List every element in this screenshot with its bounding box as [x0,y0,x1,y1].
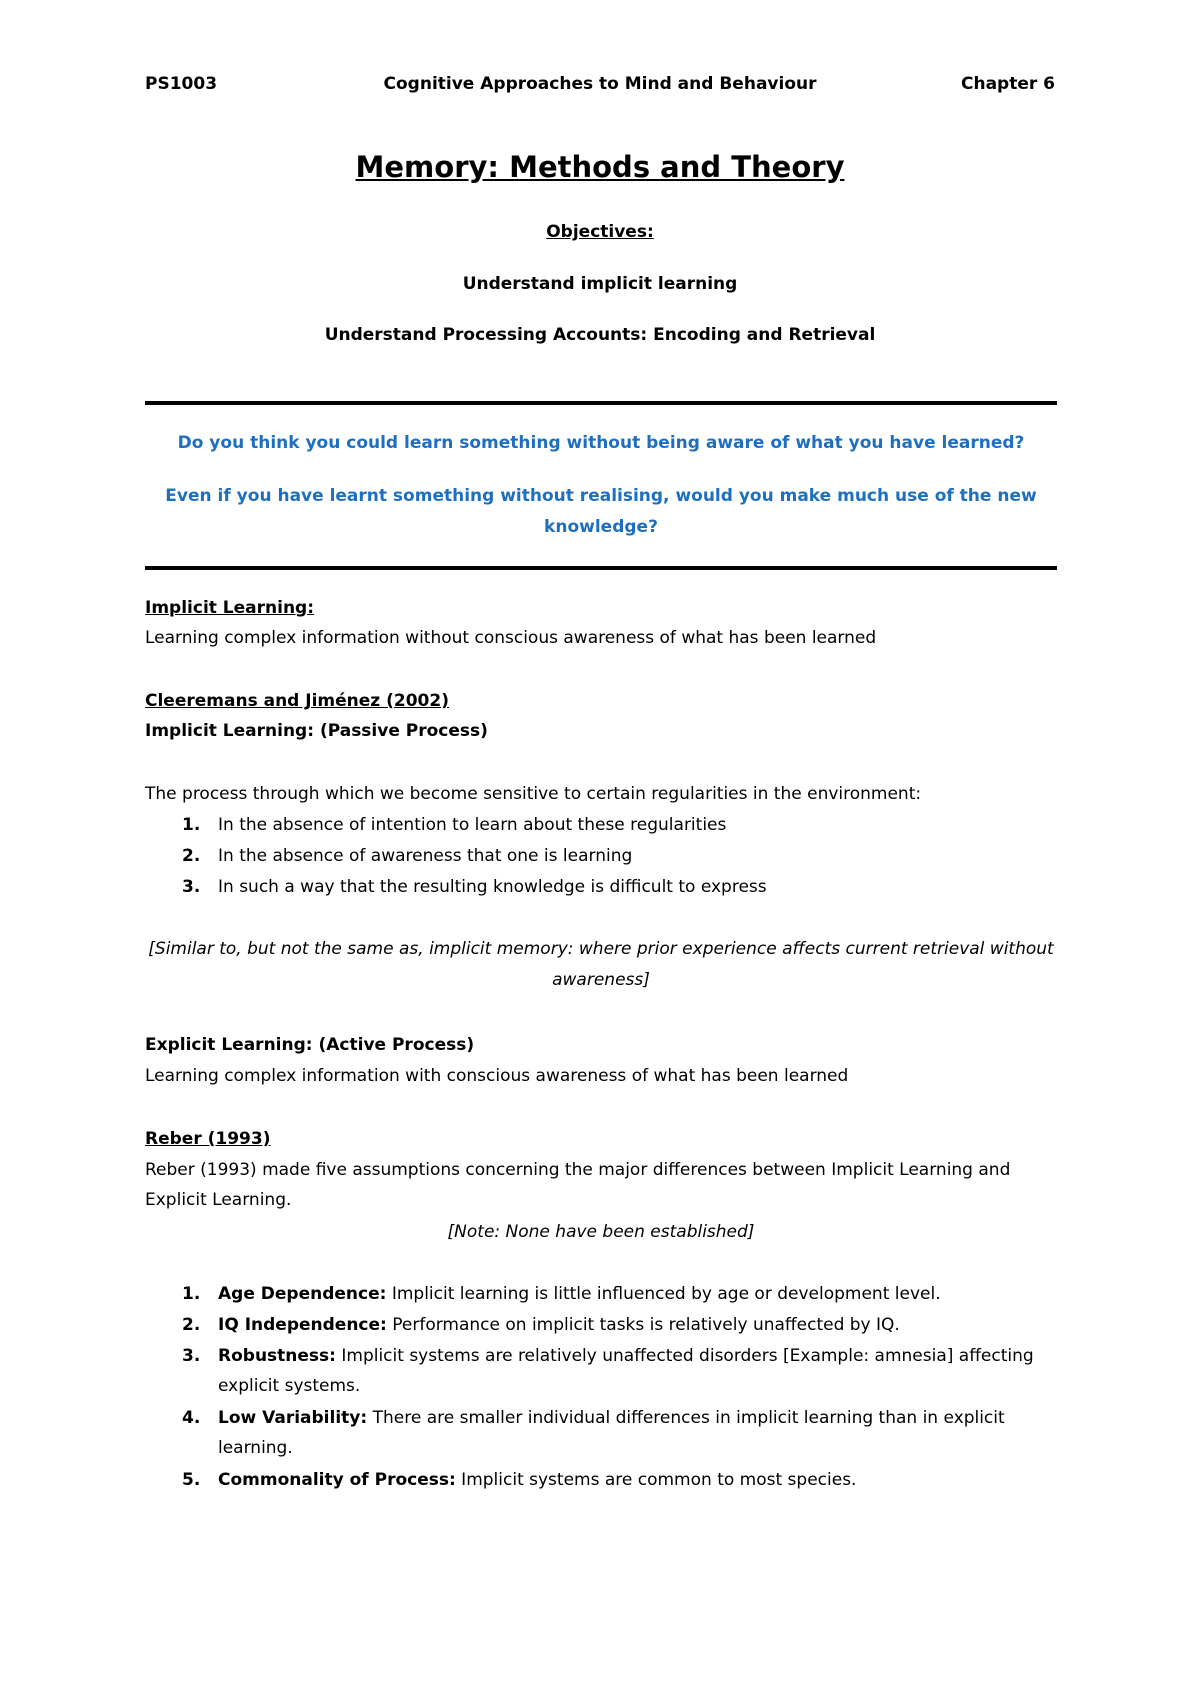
reber-citation: Reber (1993) [145,1129,271,1149]
divider [145,401,1057,405]
explicit-definition: Learning complex information with conscious awareness of what has been learned [145,1066,849,1086]
list-term: Robustness: [218,1346,336,1366]
list-number: 2. [182,846,201,866]
list-number: 5. [182,1470,201,1490]
list-text: In the absence of awareness that one is learning [218,846,633,866]
list-text: Implicit systems are common to most species. [455,1470,857,1490]
explicit-heading: Explicit Learning: (Active Process) [145,1035,475,1055]
course-code: PS1003 [145,74,218,94]
list-number: 3. [182,1346,201,1366]
list-text: There are smaller individual differences in implicit learning than in explicit learning. [218,1408,1005,1458]
question-1: Do you think you could learn something without being aware of what you have learned? [177,433,1025,453]
list-term: Low Variability: [218,1408,368,1428]
question-2: Even if you have learnt something without realising, would you make much use of the new knowledge? [165,486,1037,537]
list-text: Implicit learning is little influenced by age or development level. [386,1284,941,1304]
objectives-heading: Objectives: [546,222,654,242]
reber-note: [Note: None have been established] [447,1222,755,1242]
list-term: IQ Independence: [218,1315,387,1335]
implicit-subheading: Implicit Learning: (Passive Process) [145,721,488,741]
page-header [145,74,1055,100]
list-text: Performance on implicit tasks is relatively unaffected by IQ. [386,1315,900,1335]
list-number: 1. [182,815,201,835]
list-number: 3. [182,877,201,897]
cleeremans-citation: Cleeremans and Jiménez (2002) [145,691,449,711]
list-text: In such a way that the resulting knowledge is difficult to express [218,877,767,897]
list-number: 2. [182,1315,201,1335]
implicit-memory-note: [Similar to, but not the same as, implicit memory: where prior experience affects current retrieval without awareness] [148,939,1054,990]
list-text: Implicit systems are relatively unaffected disorders [Example: amnesia] affecting explicit systems. [218,1346,1034,1396]
cleeremans-intro: The process through which we become sensitive to certain regularities in the environment: [145,784,922,804]
course-title: Cognitive Approaches to Mind and Behaviour [383,74,817,94]
objective-item: Understand implicit learning [462,274,738,294]
list-term: Age Dependence: [218,1284,387,1304]
implicit-heading: Implicit Learning: [145,598,315,618]
objective-item: Understand Processing Accounts: Encoding and Retrieval [324,325,876,345]
page-title: Memory: Methods and Theory [355,150,845,184]
implicit-definition: Learning complex information without conscious awareness of what has been learned [145,628,877,648]
list-term: Commonality of Process: [218,1470,456,1490]
list-number: 4. [182,1408,201,1428]
reber-intro: Reber (1993) made five assumptions concerning the major differences between Implicit Learning and Explicit Learning. [145,1160,1011,1210]
chapter-label: Chapter 6 [960,74,1055,94]
list-number: 1. [182,1284,201,1304]
divider [145,566,1057,570]
list-text: In the absence of intention to learn about these regularities [218,815,727,835]
